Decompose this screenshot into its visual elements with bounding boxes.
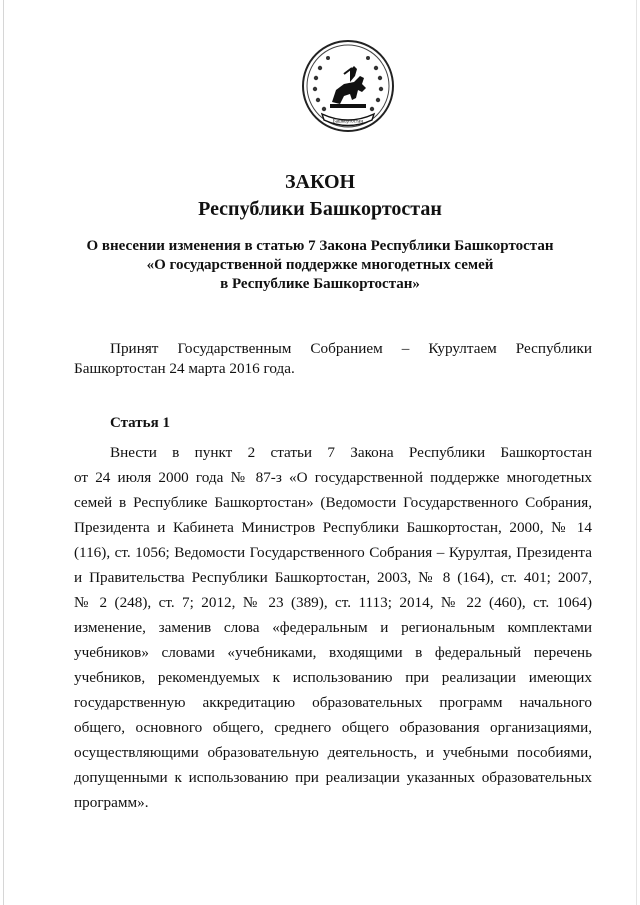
adoption-line-2: Башкортостан 24 марта 2016 года. [74,360,295,377]
law-title: ЗАКОН [284,171,356,193]
article-line: Президента и Кабинета Министров Республики Башкортостан, 2000, № 14 [74,519,592,536]
article-line: семей в Республике Башкортостан» (Ведомости Государственного Собрания, [74,494,592,511]
article-line: учебников, рекомендуемых к использованию при реализации имеющих [74,669,592,686]
article-line: допущенными к использованию при реализации указанных образовательных [74,769,592,786]
article-line: № 2 (248), ст. 7; 2012, № 23 (389), ст. 1113; 2014, № 22 (460), ст. 1064) [74,594,592,611]
article-line: программ». [74,794,149,811]
article-line: общего, основного общего, среднего общего образования организациями, [74,719,592,736]
law-subtitle-line-3: в Республике Башкортостан» [220,276,420,292]
article-heading: Статья 1 [110,415,170,431]
article-line: осуществляющими образовательную деятельность, и учебными пособиями, [74,744,592,761]
article-line: от 24 июля 2000 года № 87-з «О государственной поддержке многодетных [74,469,592,486]
article-line: государственную аккредитацию образовательных программ начального [74,694,592,711]
article-line: (116), ст. 1056; Ведомости Государственного Собрания – Курултая, Президента [74,544,592,561]
law-subtitle-line-1: О внесении изменения в статью 7 Закона Республики Башкортостан [86,238,554,254]
article-line: учебников» словами «учебниками, входящими в федеральный перечень [74,644,592,661]
adoption-line-1: Принят Государственным Собранием – Курултаем Республики [110,340,592,357]
scan-edge-left [3,0,4,905]
article-line: изменение, заменив слова «федеральным и региональным комплектами [74,619,592,636]
bashkortostan-coat-of-arms-icon [300,38,396,134]
law-title-republic: Республики Башкортостан [198,198,442,220]
emblem-banner-text: Башкортостан [332,119,364,125]
scan-edge-right [636,0,637,905]
law-subtitle-line-2: «О государственной поддержке многодетных семей [146,257,494,273]
article-line: и Правительства Республики Башкортостан, 2003, № 8 (164), ст. 401; 2007, [74,569,592,586]
article-line: Внести в пункт 2 статьи 7 Закона Республики Башкортостан [110,444,592,461]
